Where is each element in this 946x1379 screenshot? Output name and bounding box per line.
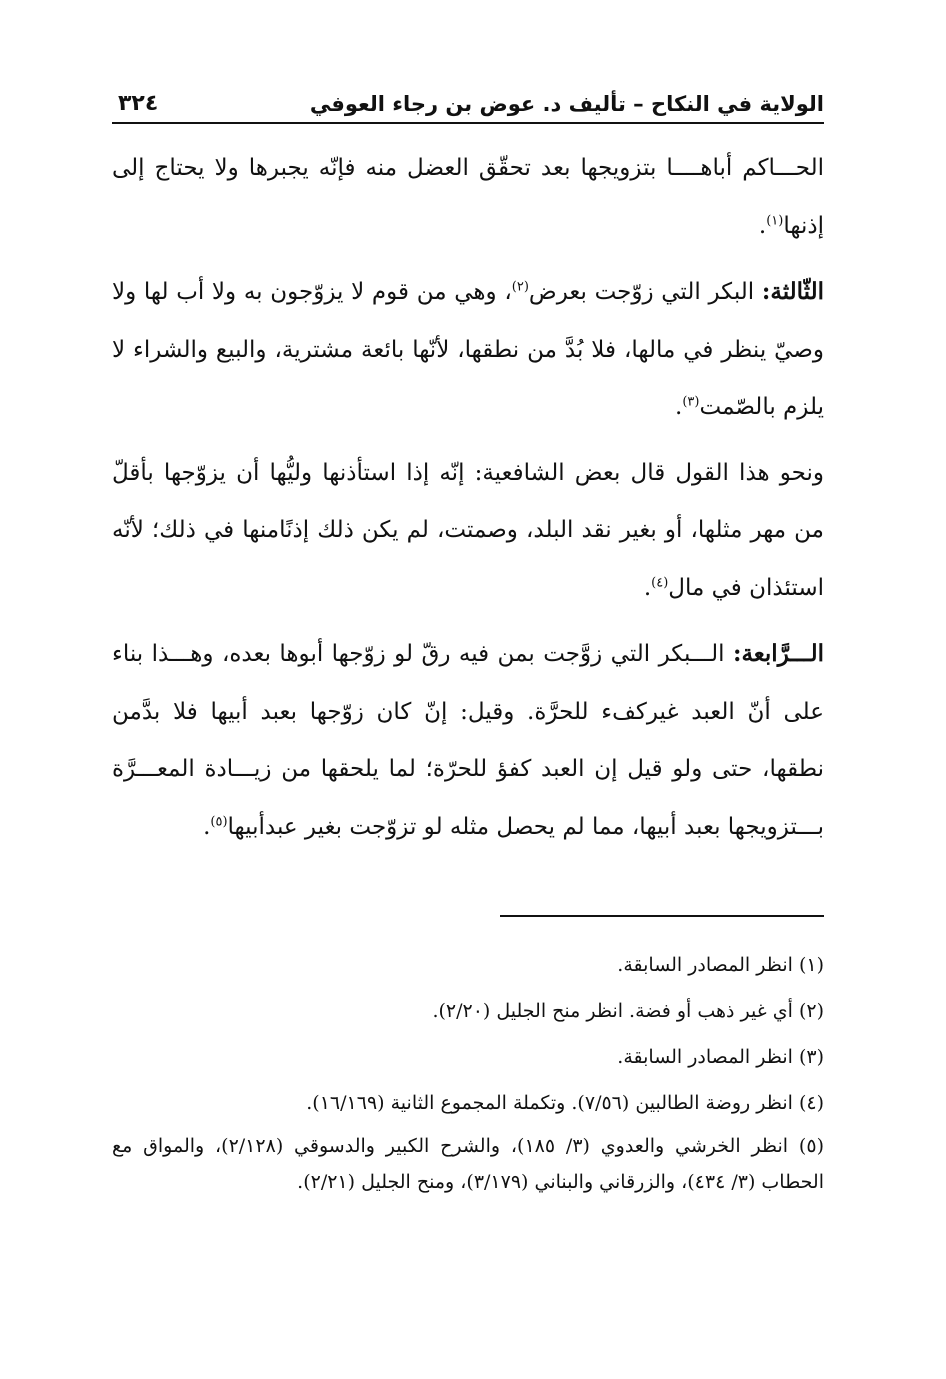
page-header xyxy=(112,82,824,124)
footnote-separator xyxy=(500,915,824,917)
footnote-text: انظر المصادر السابقة. xyxy=(617,1046,799,1068)
paragraph xyxy=(112,445,824,618)
footnote-text: انظر روضة الطالبين (٧/٥٦). وتكملة المجموع الثانية (١٦/١٦٩). xyxy=(306,1092,799,1114)
footnote-number: (٢) xyxy=(798,1000,824,1022)
paragraph-end: . xyxy=(203,813,211,840)
footnotes xyxy=(112,944,824,1204)
paragraph xyxy=(112,140,824,255)
paragraph-text: الـــبكر التي زوَّجت بمن فيه رقّ لو زوّجها أبوها بعده، وهـــذا بناء على أنّ العبد غيركفء للحرَّة. وقيل: إنّ كان زوّجها بعبد أبيها فلا بدَّمن نطقها، حتى ولو قيل إن العبد كفؤ للحرّة؛ لما يلحقها من زيـــادة المعـــرَّة بـــتزويجها بعبد أبيها، مما لم يحصل مثله لو تزوّجت بغير عبدأبيها xyxy=(112,641,824,840)
paragraph-lead: الثّالثة: xyxy=(761,278,824,305)
footnote xyxy=(112,990,824,1032)
footnote-number: (٥) xyxy=(798,1135,824,1157)
footnote-ref: (٣) xyxy=(682,394,700,410)
paragraph-end: . xyxy=(758,212,767,239)
paragraph xyxy=(112,263,824,437)
footnote-text: أي غير ذهب أو فضة. انظر منح الجليل (٢/٢٠). xyxy=(432,1000,799,1022)
footnote xyxy=(112,1128,824,1200)
footnote xyxy=(112,1082,824,1124)
footnote xyxy=(112,1036,824,1078)
footnote-number: (١) xyxy=(798,954,824,976)
paragraph-end: . xyxy=(675,394,683,420)
paragraph-lead: الـــرَّابعة: xyxy=(732,640,824,667)
footnote-ref: (٥) xyxy=(210,813,228,829)
paragraph-text: البكر التي زوّجت بعرض xyxy=(528,279,762,305)
main-text xyxy=(112,140,824,856)
paragraph xyxy=(112,625,824,856)
paragraph-text: ونحو هذا القول قال بعض الشافعية: إنّه إذا استأذنها وليُّها أن يزوّجها بأقلّ من مهر مثلها، أو بغير نقد البلد، وصمتت، لم يكن ذلك إذنًامنها في ذلك؛ لأنّه استئذان في مال xyxy=(112,459,824,601)
running-title: الولاية في النكاح – تأليف د. عوض بن رجاء العوفي xyxy=(309,92,824,116)
paragraph-text: الحـــاكم أباهــــا بتزويجها بعد تحقّق العضل منه فإنّه يجبرها ولا يحتاج إلى إذنها xyxy=(112,155,824,239)
paragraph-end: . xyxy=(643,574,652,601)
footnote-text: انظر الخرشي والعدوي (٣/ ١٨٥)، والشرح الكبير والدسوقي (٢/١٢٨)، والمواق مع الحطاب (٣/ ٤٣٤)، والزرقاني والبناني (٣/١٧٩)، ومنح الجليل (٢/٢١). xyxy=(112,1135,824,1193)
footnote-number: (٣) xyxy=(798,1046,824,1068)
page-number: ٣٢٤ xyxy=(118,91,159,116)
footnote-ref: (٤) xyxy=(651,574,669,590)
footnote-ref: (٢) xyxy=(511,279,529,295)
footnote-ref: (١) xyxy=(766,212,784,228)
footnote xyxy=(112,944,824,986)
footnote-text: انظر المصادر السابقة. xyxy=(617,954,799,976)
paragraph-text: ، وهي من قوم لا يزوّجون به ولا أب لها ولا وصيّ ينظر في مالها، فلا بُدَّ من نطقها، لأنّها بائعة مشترية، والبيع والشراء لا يلزم بالصّمت xyxy=(112,279,824,420)
footnote-number: (٤) xyxy=(798,1092,824,1114)
